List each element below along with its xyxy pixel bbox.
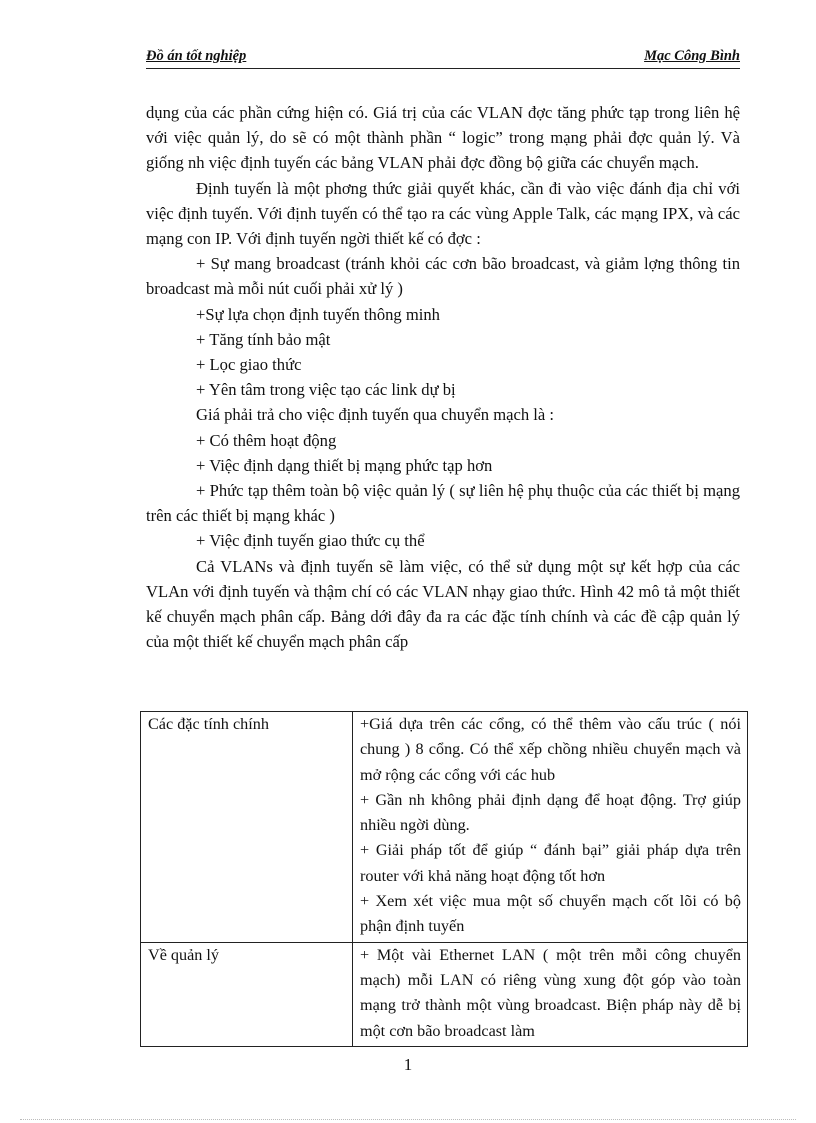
list-item: + Lọc giao thức	[196, 355, 302, 375]
table-row	[141, 942, 748, 1046]
list-item: + Phức tạp thêm toàn bộ việc quản lý ( sự liên hệ phụ thuộc của các thiết bị mạng trên các thiết bị mạng khác )	[146, 481, 740, 526]
header-title: Đồ án tốt nghiệp	[146, 48, 247, 64]
feature-table	[140, 711, 748, 1047]
document-body	[146, 100, 740, 654]
cell-item: + Xem xét việc mua một số chuyển mạch cốt lõi có bộ phận định tuyến	[360, 892, 741, 936]
page-number: 1	[403, 1055, 413, 1074]
table-cell-content	[353, 712, 748, 943]
paragraph: dụng của các phần cứng hiện có. Giá trị của các VLAN đợc tăng phức tạp trong liên hệ với việc quản lý, do sẽ có một thành phần “ logic” trong mạng phải đợc quản lý. Và giống nh việc định tuyến các bảng VLAN phải đợc đồng bộ giữa các chuyển mạch.	[146, 103, 740, 173]
page-bottom-divider	[20, 1119, 796, 1120]
table-row	[141, 712, 748, 943]
list-item: + Sự mang broadcast (tránh khỏi các cơn bão broadcast, và giảm lợng thông tin broadcast mà mỗi nút cuối phải xử lý )	[146, 254, 740, 299]
cell-item: +Giá dựa trên các cổng, có thể thêm vào cấu trúc ( nói chung ) 8 cổng. Có thể xếp chồng nhiều chuyển mạch và mở rộng các cổng với các hub	[360, 715, 741, 784]
table-cell-content	[353, 942, 748, 1046]
paragraph: Cả VLANs và định tuyến sẽ làm việc, có thể sử dụng một sự kết hợp của các VLAn với định tuyến và thậm chí có các VLAN nhạy giao thức. Hình 42 mô tả một thiết kế chuyển mạch phân cấp. Bảng dới đây đa ra các đặc tính chính và các đề cập quản lý của một thiết kế chuyển mạch phân cấp	[146, 556, 740, 652]
page-header	[146, 48, 740, 69]
list-item: + Có thêm hoạt động	[196, 430, 337, 450]
list-item: + Tăng tính bảo mật	[196, 329, 331, 349]
list-item: + Việc định dạng thiết bị mạng phức tạp hơn	[196, 455, 493, 475]
list-item: +Sự lựa chọn định tuyến thông minh	[196, 304, 440, 324]
cell-item: + Giải pháp tốt để giúp “ đánh bại” giải pháp dựa trên router với khả năng hoạt động tốt hơn	[360, 841, 741, 885]
list-item: + Yên tâm trong việc tạo các link dự bị	[196, 380, 456, 400]
table-cell-label: Về quản lý	[141, 942, 353, 1046]
header-author: Mạc Công Bình	[644, 48, 740, 64]
paragraph: Giá phải trả cho việc định tuyến qua chuyển mạch là :	[196, 405, 555, 425]
paragraph: Định tuyến là một phơng thức giải quyết khác, cần đi vào việc đánh địa chỉ với việc định tuyến. Với định tuyến có thể tạo ra các vùng Apple Talk, các mạng IPX, và các mạng con IP. Với định tuyến ngời thiết kế có đợc :	[146, 178, 740, 249]
cell-item: + Gần nh không phải định dạng để hoạt động. Trợ giúp nhiều ngời dùng.	[360, 790, 741, 835]
list-item: + Việc định tuyến giao thức cụ thể	[196, 531, 425, 551]
cell-item: + Một vài Ethernet LAN ( một trên mỗi công chuyển mạch) mỗi LAN có riêng vùng xung đột góp vào toàn mạng trở thành một vùng broadcast. Biện pháp này dễ bị một cơn bão broadcast làm	[360, 945, 741, 1040]
table-cell-label: Các đặc tính chính	[141, 712, 353, 943]
